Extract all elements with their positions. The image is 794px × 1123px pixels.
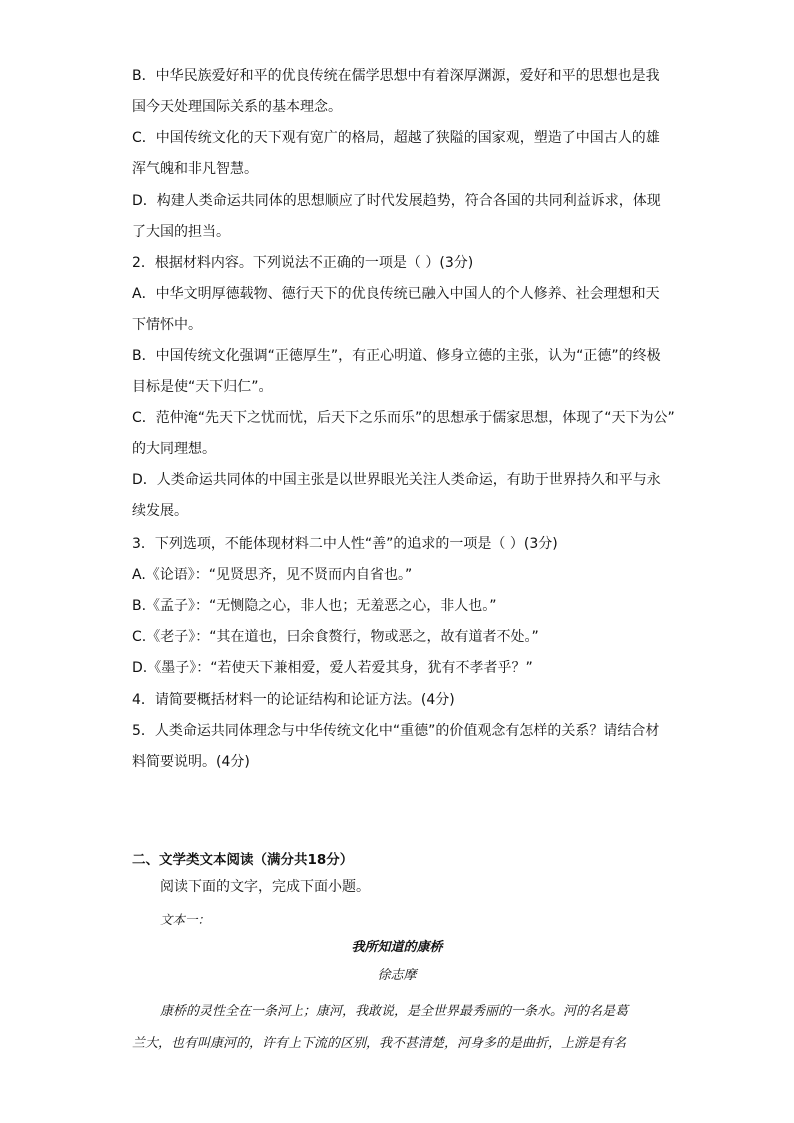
text-line: B．中国传统文化强调“正德厚生”，有正心明道、修身立德的主张，认为“正德”的终极 <box>132 348 661 364</box>
text-line: B．中华民族爱好和平的优良传统在儒学思想中有着深厚渊源，爱好和平的思想也是我 <box>132 68 660 84</box>
question-2 <box>132 248 675 527</box>
text-line: 浑气魄和非凡智慧。 <box>132 161 258 177</box>
q1-option-b <box>132 61 662 123</box>
text-line: A．中华文明厚德载物、德行天下的优良传统已融入中国人的个人修养、社会理想和天 <box>132 286 660 302</box>
passage-title: 我所知道的康桥 <box>351 940 443 955</box>
text-line: C．范仲淹“先天下之忧而忧，后天下之乐而乐”的思想承于儒家思想，体现了“天下为公” <box>132 410 675 426</box>
option-c: C.《老子》：“其在道也，曰余食赘行，物或恶之，故有道者不处。” <box>132 629 539 645</box>
question-stem: 4．请简要概括材料一的论证结构和论证方法。(4分) <box>132 692 455 708</box>
text-line: 了大国的担当。 <box>132 224 230 240</box>
section-heading: 二、文学类文本阅读（满分共18分） <box>132 852 354 868</box>
passage-line: 康桥的灵性全在一条河上；康河，我敢说，是全世界最秀丽的一条水。河的名是葛 <box>160 1004 629 1019</box>
section-instruction: 阅读下面的文字，完成下面小题。 <box>160 879 370 895</box>
question-stem: 3．下列选项，不能体现材料二中人性“善”的追求的一项是（ ）(3分) <box>132 536 558 552</box>
text-line: C．中国传统文化的天下观有宽广的格局，超越了狭隘的国家观，塑造了中国古人的雄 <box>132 130 660 146</box>
text-label: 文本一： <box>160 912 211 927</box>
passage-line: 兰大，也有叫康河的，许有上下流的区别，我不甚清楚，河身多的是曲折，上游是有名 <box>132 1036 627 1051</box>
text-line: D．构建人类命运共同体的思想顺应了时代发展趋势，符合各国的共同利益诉求，体现 <box>132 193 661 209</box>
question-3 <box>132 529 662 684</box>
passage-author: 徐志摩 <box>377 968 417 983</box>
option-d: D.《墨子》：“若使天下兼相爱，爱人若爱其身，犹有不孝者乎？” <box>132 660 533 676</box>
text-line: D．人类命运共同体的中国主张是以世界眼光关注人类命运，有助于世界持久和平与永 <box>132 472 661 488</box>
question-4 <box>132 685 662 716</box>
text-line: 目标是使“天下归仁”。 <box>132 379 273 395</box>
passage-body <box>132 996 662 1060</box>
text-line: 料简要说明。(4分) <box>132 754 250 770</box>
text-line: 国今天处理国际关系的基本理念。 <box>132 99 342 115</box>
question-stem: 2．根据材料内容。下列说法不正确的一项是（ ）(3分) <box>132 255 474 271</box>
question-stem: 5．人类命运共同体理念与中华传统文化中“重德”的价值观念有怎样的关系？请结合材 <box>132 723 660 739</box>
text-line: 的大同理想。 <box>132 441 216 457</box>
text-line: 续发展。 <box>132 503 188 519</box>
text-line: 下情怀中。 <box>132 317 202 333</box>
q1-option-d <box>132 186 662 248</box>
option-a: A.《论语》：“见贤思齐，见不贤而内自省也。” <box>132 567 413 583</box>
option-b: B.《孟子》：“无恻隐之心，非人也；无羞恶之心，非人也。” <box>132 598 497 614</box>
question-5 <box>132 716 662 778</box>
q1-option-c <box>132 123 662 185</box>
